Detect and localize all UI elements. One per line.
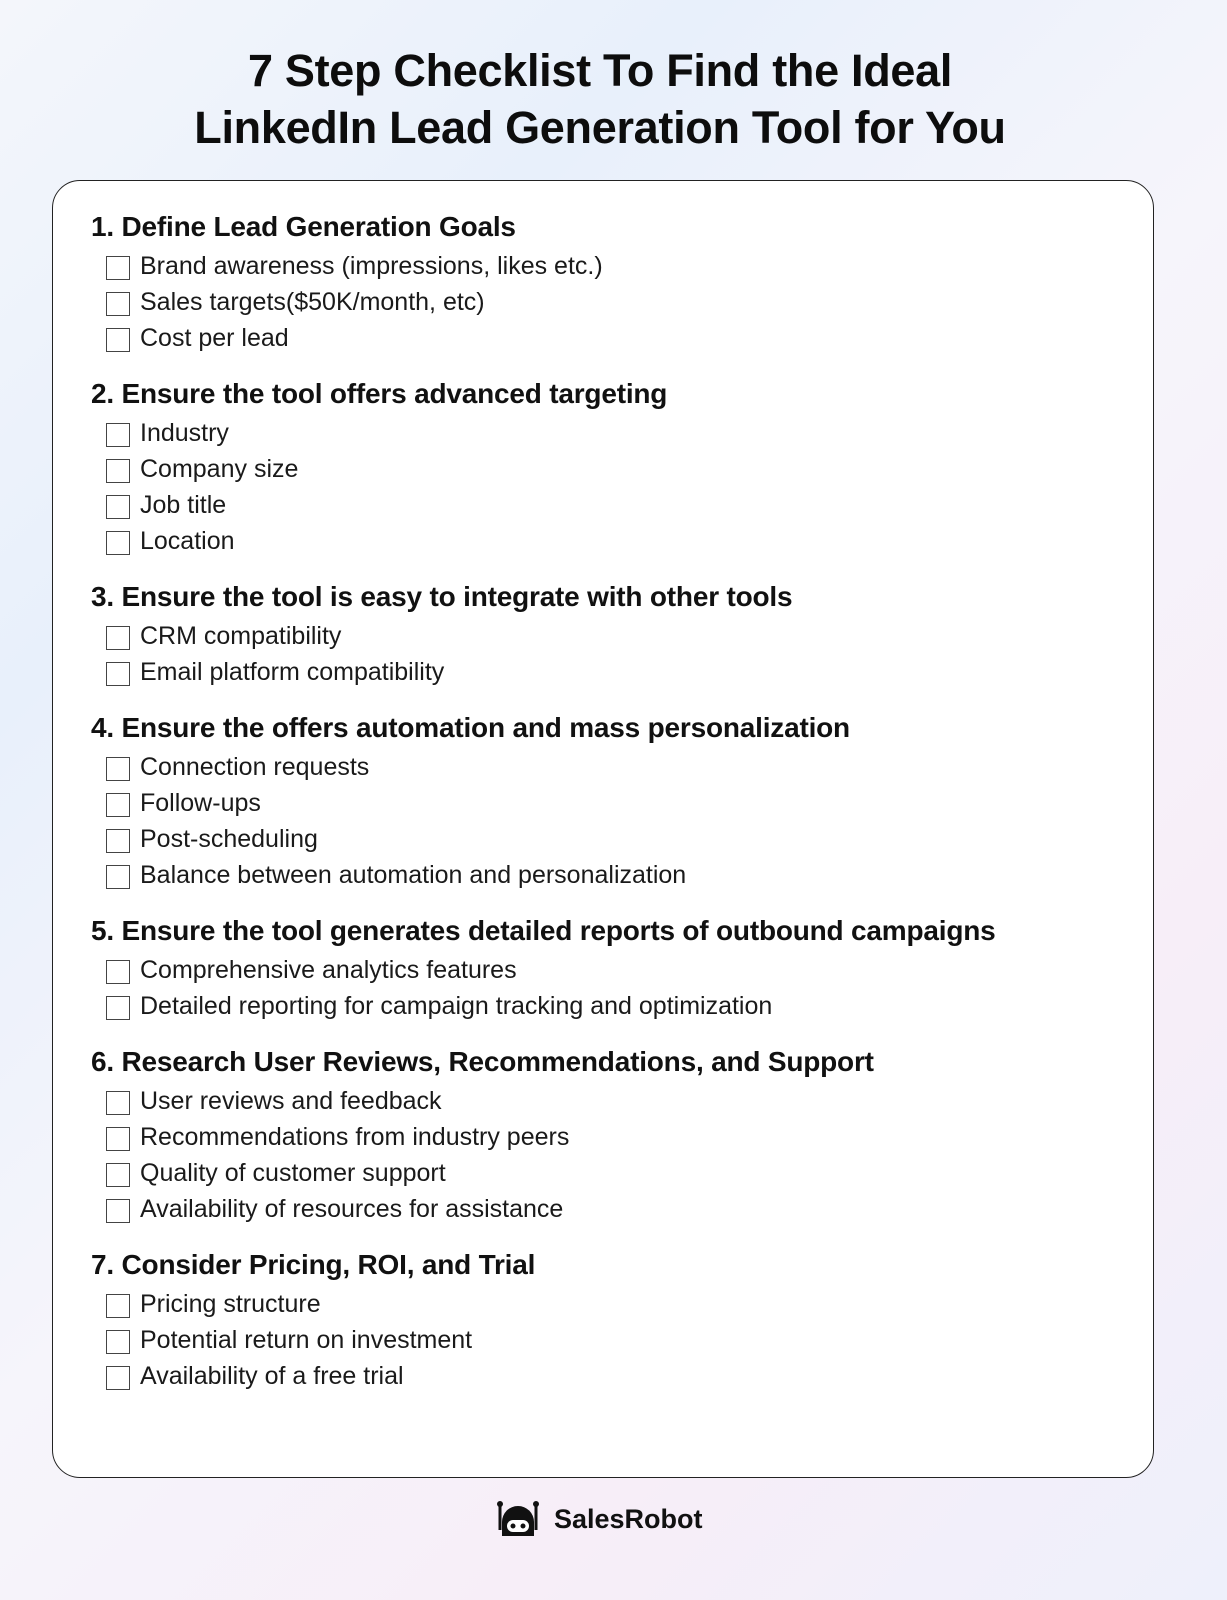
checklist-item-label: Location (140, 526, 235, 555)
checkbox[interactable] (106, 328, 130, 352)
checklist-item[interactable] (91, 821, 1153, 857)
checklist-item[interactable] (91, 654, 1153, 690)
checkbox[interactable] (106, 1366, 130, 1390)
checklist-item[interactable] (91, 1119, 1153, 1155)
section-heading: 5. Ensure the tool generates detailed reports of outbound campaigns (91, 915, 996, 946)
checklist-item[interactable] (91, 785, 1153, 821)
checklist-item[interactable] (91, 284, 1153, 320)
checklist-item[interactable] (91, 320, 1153, 356)
checkbox[interactable] (106, 256, 130, 280)
checklist-item-label: Company size (140, 454, 299, 483)
checklist-card (52, 180, 1154, 1478)
checklist-item-label: Balance between automation and personalization (140, 860, 687, 889)
checklist-section (91, 205, 1153, 356)
section-heading: 7. Consider Pricing, ROI, and Trial (91, 1249, 536, 1280)
checklist-item-label: Availability of resources for assistance (140, 1194, 564, 1223)
section-heading: 4. Ensure the offers automation and mass personalization (91, 712, 850, 743)
checklist-item-label: Availability of a free trial (140, 1361, 404, 1390)
checklist-item-label: Recommendations from industry peers (140, 1122, 570, 1151)
checkbox[interactable] (106, 1127, 130, 1151)
checklist-item-label: Post-scheduling (140, 824, 318, 853)
checklist-item[interactable] (91, 415, 1153, 451)
checkbox[interactable] (106, 793, 130, 817)
title-line-2: LinkedIn Lead Generation Tool for You (194, 102, 1006, 153)
checklist-item[interactable] (91, 1083, 1153, 1119)
checkbox[interactable] (106, 865, 130, 889)
checkbox[interactable] (106, 459, 130, 483)
checklist-item[interactable] (91, 1286, 1153, 1322)
section-heading: 6. Research User Reviews, Recommendations, and Support (91, 1046, 874, 1077)
checkbox[interactable] (106, 292, 130, 316)
checkbox[interactable] (106, 1330, 130, 1354)
checklist-item[interactable] (91, 618, 1153, 654)
page-title (0, 42, 1200, 156)
robot-icon (494, 1500, 542, 1538)
checklist-item[interactable] (91, 248, 1153, 284)
section-heading: 3. Ensure the tool is easy to integrate with other tools (91, 581, 793, 612)
section-heading: 2. Ensure the tool offers advanced targeting (91, 378, 668, 409)
checklist-item-label: Email platform compatibility (140, 657, 445, 686)
checklist-item[interactable] (91, 749, 1153, 785)
checklist-item-label: Sales targets($50K/month, etc) (140, 287, 485, 316)
checklist-item-label: Pricing structure (140, 1289, 321, 1318)
checklist-item-label: Quality of customer support (140, 1158, 446, 1187)
checklist-item-label: Follow-ups (140, 788, 261, 817)
checklist-section (91, 372, 1153, 559)
checklist-item[interactable] (91, 857, 1153, 893)
checkbox[interactable] (106, 1163, 130, 1187)
checklist-item-label: Detailed reporting for campaign tracking and optimization (140, 991, 773, 1020)
checkbox[interactable] (106, 662, 130, 686)
checklist-item[interactable] (91, 523, 1153, 559)
checklist-item-label: Potential return on investment (140, 1325, 473, 1354)
brand-name: SalesRobot (554, 1503, 703, 1534)
checkbox[interactable] (106, 757, 130, 781)
checklist-item-label: CRM compatibility (140, 621, 342, 650)
checklist-item[interactable] (91, 1358, 1153, 1394)
checkbox[interactable] (106, 829, 130, 853)
checkbox[interactable] (106, 495, 130, 519)
checklist-item[interactable] (91, 1155, 1153, 1191)
checkbox[interactable] (106, 960, 130, 984)
checklist-section (91, 1243, 1153, 1394)
checklist-item-label: Job title (140, 490, 227, 519)
section-heading: 1. Define Lead Generation Goals (91, 211, 516, 242)
checklist-item[interactable] (91, 988, 1153, 1024)
checklist-section (91, 909, 1153, 1024)
brand-footer (494, 1500, 703, 1538)
checkbox[interactable] (106, 996, 130, 1020)
checklist-item-label: Industry (140, 418, 229, 447)
checkbox[interactable] (106, 1294, 130, 1318)
checklist-item-label: Connection requests (140, 752, 370, 781)
checklist-item[interactable] (91, 451, 1153, 487)
checklist-item-label: Brand awareness (impressions, likes etc.) (140, 251, 603, 280)
checkbox[interactable] (106, 1091, 130, 1115)
checkbox[interactable] (106, 531, 130, 555)
checklist-item-label: Comprehensive analytics features (140, 955, 517, 984)
checklist-item-label: Cost per lead (140, 323, 289, 352)
checkbox[interactable] (106, 423, 130, 447)
checklist-item[interactable] (91, 1191, 1153, 1227)
checklist-item-label: User reviews and feedback (140, 1086, 442, 1115)
checklist-item[interactable] (91, 1322, 1153, 1358)
checklist-item[interactable] (91, 487, 1153, 523)
checkbox[interactable] (106, 1199, 130, 1223)
title-line-1: 7 Step Checklist To Find the Ideal (247, 45, 953, 96)
checklist-section (91, 575, 1153, 690)
checklist-section (91, 1040, 1153, 1227)
checkbox[interactable] (106, 626, 130, 650)
checklist-section (91, 706, 1153, 893)
checklist-item[interactable] (91, 952, 1153, 988)
